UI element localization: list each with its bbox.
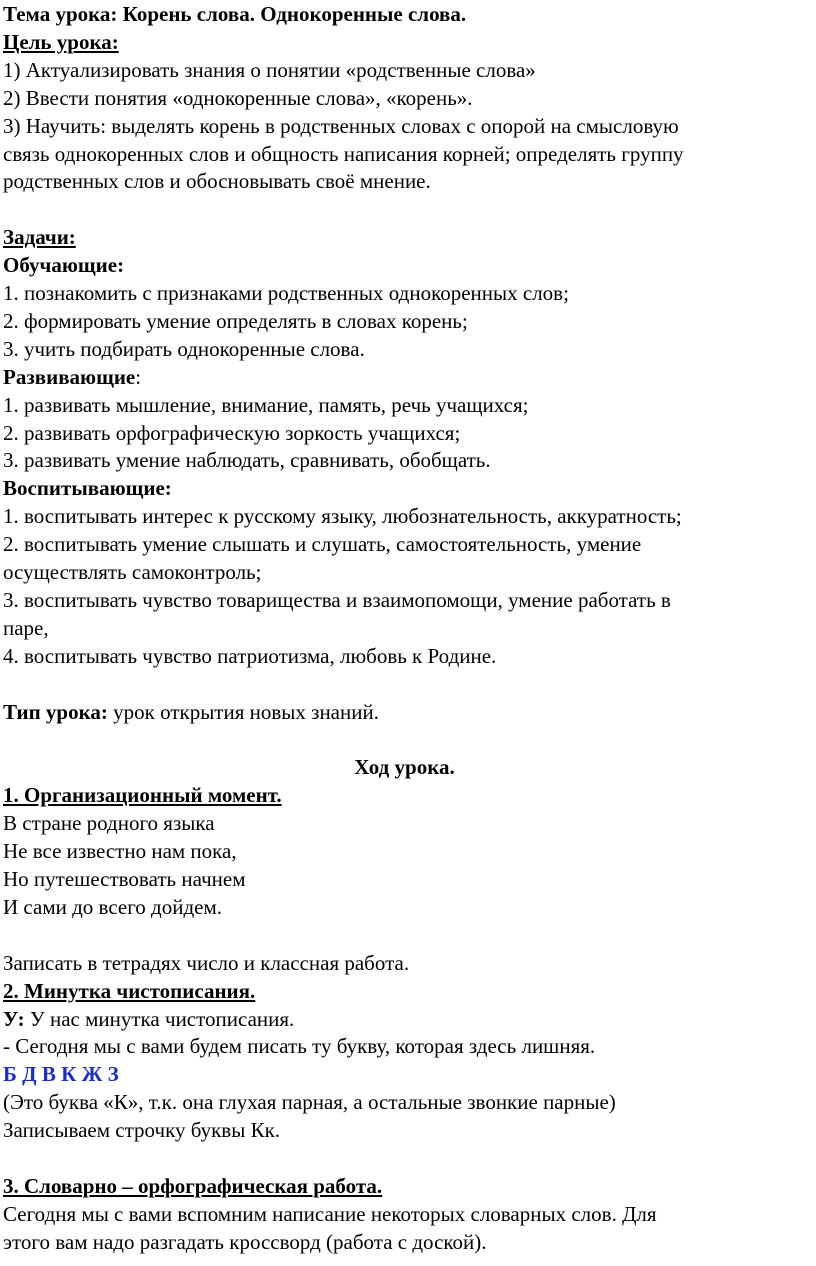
teacher-line [3,1006,806,1034]
teaching-item: 2. формировать умение определять в словах корень; [3,308,468,333]
goal-line: 1) Актуализировать знания о понятии «родственные слова» [3,57,536,82]
goal-line: связь однокоренных слов и общность написания корней; определять группу [3,141,684,166]
poem-line: В стране родного языка [3,811,215,836]
topic-value: Корень слова. Однокоренные слова. [122,2,467,26]
topic-line [3,1,806,29]
developing-line [3,364,806,392]
explanation-line: (Это буква «К», т.к. она глухая парная, а остальные звонкие парные) [3,1090,616,1115]
letters-line: Б Д В К Ж З [3,1062,119,1087]
poem-line: Но путешествовать начнем [3,867,246,892]
teaching-label: Обучающие: [3,253,125,278]
developing-item: 1. развивать мышление, внимание, память, речь учащихся; [3,392,529,417]
developing-item: 2. развивать орфографическую зоркость учащихся; [3,420,461,445]
lesson-type-line [3,699,806,727]
teacher-text: У нас минутка чистописания. [24,1006,295,1031]
developing-label: Развивающие [3,364,136,389]
upbringing-item: 2. воспитывать умение слышать и слушать, самостоятельность, умение [3,532,642,557]
upbringing-item: 1. воспитывать интерес к русскому языку, любознательность, аккуратность; [3,504,682,529]
teacher-label: У: [3,1006,25,1031]
spacer [3,727,806,755]
progress-heading: Ход урока. [354,755,455,780]
upbringing-item: осуществлять самоконтроль; [3,560,262,585]
goal-line: 2) Ввести понятия «однокоренные слова», «корень». [3,85,473,110]
spacer [3,922,806,950]
poem-line: И сами до всего дойдем. [3,894,223,919]
section3-line: Сегодня мы с вами вспомним написание некоторых словарных слов. Для [3,1201,657,1226]
section3-title: 3. Словарно – орфографическая работа. [3,1173,383,1198]
upbringing-item: паре, [3,615,49,640]
lesson-type-label: Тип урока: [3,699,108,724]
spacer [3,1145,806,1173]
upbringing-item: 3. воспитывать чувство товарищества и взаимопомощи, умение работать в [3,588,671,613]
spacer [3,671,806,699]
topic-label: Тема урока: [3,2,118,26]
upbringing-item: 4. воспитывать чувство патриотизма, любовь к Родине. [3,643,497,668]
upbringing-label: Воспитывающие: [3,476,172,501]
section2-title: 2. Минутка чистописания. [3,978,256,1003]
goal-line: 3) Научить: выделять корень в родственных словах с опорой на смысловую [3,113,679,138]
teaching-item: 3. учить подбирать однокоренные слова. [3,336,365,361]
task-line: - Сегодня мы с вами будем писать ту букву, которая здесь лишняя. [3,1034,596,1059]
section1-title: 1. Организационный момент. [3,783,282,808]
spacer [3,196,806,224]
section3-line: этого вам надо разгадать кроссворд (работа с доской). [3,1229,487,1254]
teaching-item: 1. познакомить с признаками родственных однокоренных слов; [3,281,569,306]
write-line: Записываем строчку буквы Кк. [3,1118,281,1143]
poem-line: Не все известно нам пока, [3,839,237,864]
goal-heading: Цель урока: [3,29,119,54]
section1-note: Записать в тетрадях число и классная работа. [3,950,410,975]
developing-item: 3. развивать умение наблюдать, сравнивать, обобщать. [3,448,491,473]
goal-line: родственных слов и обосновывать своё мнение. [3,169,431,194]
lesson-type-value: урок открытия новых знаний. [107,699,379,724]
tasks-heading: Задачи: [3,225,76,250]
developing-colon: : [135,364,142,389]
